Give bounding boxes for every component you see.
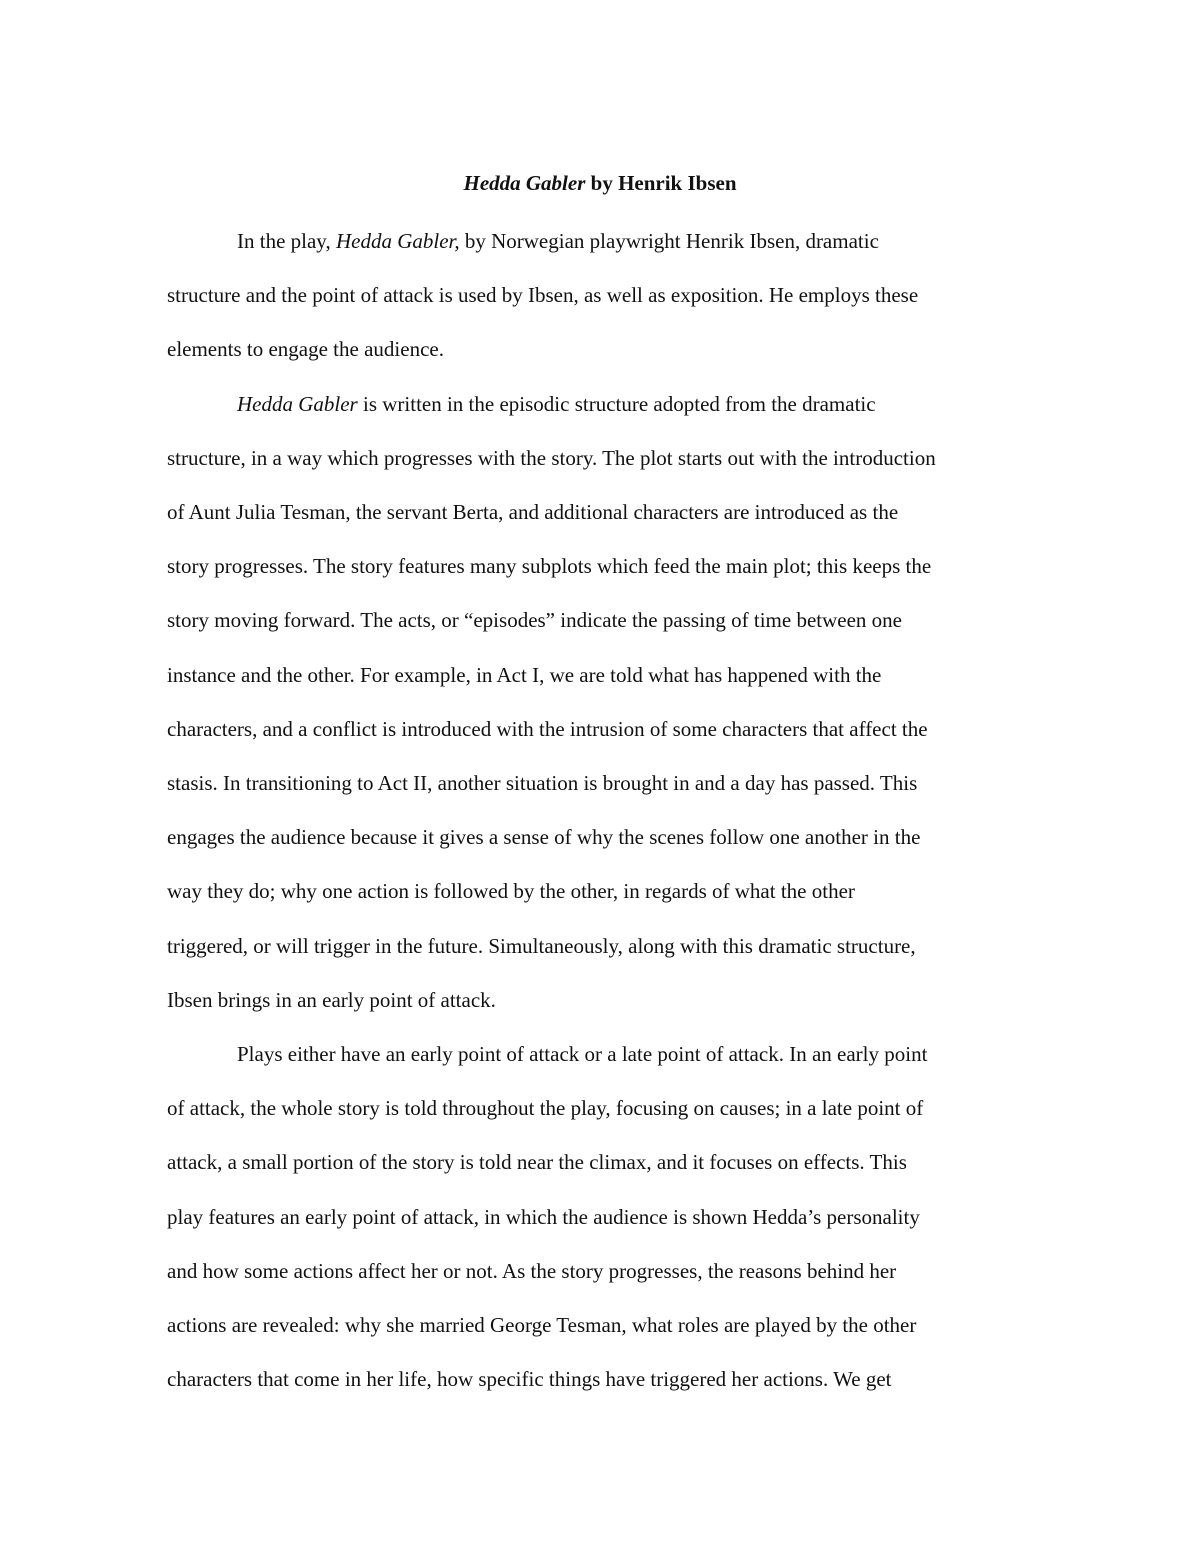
body-text-line	[167, 985, 496, 1015]
body-text-line	[167, 1310, 916, 1340]
text-segment: instance and the other. For example, in Act I, we are told what has happened with the	[167, 663, 882, 687]
text-segment: structure, in a way which progresses with the story. The plot starts out with the introduction	[167, 446, 936, 470]
document-title	[0, 168, 1200, 198]
body-text-line	[167, 931, 916, 961]
body-text-line	[167, 551, 931, 581]
body-text-line	[167, 1093, 923, 1123]
body-text-line	[237, 226, 879, 256]
title-rest: by Henrik Ibsen	[585, 171, 737, 195]
body-text-line	[167, 660, 881, 690]
text-segment: story moving forward. The acts, or “episodes” indicate the passing of time between one	[167, 608, 902, 632]
text-segment: characters that come in her life, how specific things have triggered her actions. We get	[167, 1367, 892, 1391]
body-text-line	[167, 714, 928, 744]
body-text-line	[167, 1364, 891, 1394]
text-segment: way they do; why one action is followed by the other, in regards of what the other	[167, 879, 855, 903]
body-text-line	[167, 334, 444, 364]
text-segment: story progresses. The story features many subplots which feed the main plot; this keeps the	[167, 554, 932, 578]
text-segment: by Norwegian playwright Henrik Ibsen, dramatic	[459, 229, 879, 253]
text-segment: attack, a small portion of the story is told near the climax, and it focuses on effects. This	[167, 1150, 907, 1174]
text-segment: and how some actions affect her or not. As the story progresses, the reasons behind her	[167, 1259, 897, 1283]
text-segment: engages the audience because it gives a sense of why the scenes follow one another in the	[167, 825, 921, 849]
text-segment: structure and the point of attack is used by Ibsen, as well as exposition. He employs these	[167, 283, 919, 307]
text-segment: play features an early point of attack, in which the audience is shown Hedda’s personality	[167, 1205, 920, 1229]
italic-text: Hedda Gabler,	[335, 229, 460, 253]
body-text-line	[167, 1202, 920, 1232]
body-text-line	[167, 605, 902, 635]
body-text-line	[167, 876, 855, 906]
body-text-line	[167, 443, 936, 473]
italic-text: Hedda Gabler	[237, 392, 358, 416]
text-segment: Plays either have an early point of attack or a late point of attack. In an early point	[237, 1042, 928, 1066]
body-text-line	[237, 1039, 927, 1069]
text-segment: stasis. In transitioning to Act II, another situation is brought in and a day has passed. This	[167, 771, 918, 795]
body-text-line	[167, 280, 918, 310]
body-text-line	[167, 768, 917, 798]
body-text-line	[167, 822, 920, 852]
title-italic: Hedda Gabler	[463, 171, 586, 195]
body-text-line	[167, 1256, 896, 1286]
body-text-line	[237, 389, 876, 419]
text-segment: Ibsen brings in an early point of attack.	[167, 988, 496, 1012]
text-segment: is written in the episodic structure adopted from the dramatic	[357, 392, 876, 416]
text-segment: of attack, the whole story is told throughout the play, focusing on causes; in a late point of	[167, 1096, 924, 1120]
text-segment: actions are revealed: why she married George Tesman, what roles are played by the other	[167, 1313, 917, 1337]
body-text-line	[167, 1147, 907, 1177]
body-text-line	[167, 497, 898, 527]
text-segment: of Aunt Julia Tesman, the servant Berta, and additional characters are introduced as the	[167, 500, 899, 524]
text-segment: In the play,	[237, 229, 336, 253]
text-segment: characters, and a conflict is introduced with the intrusion of some characters that affect the	[167, 717, 928, 741]
text-segment: triggered, or will trigger in the future. Simultaneously, along with this dramatic structure,	[167, 934, 916, 958]
text-segment: elements to engage the audience.	[167, 337, 444, 361]
